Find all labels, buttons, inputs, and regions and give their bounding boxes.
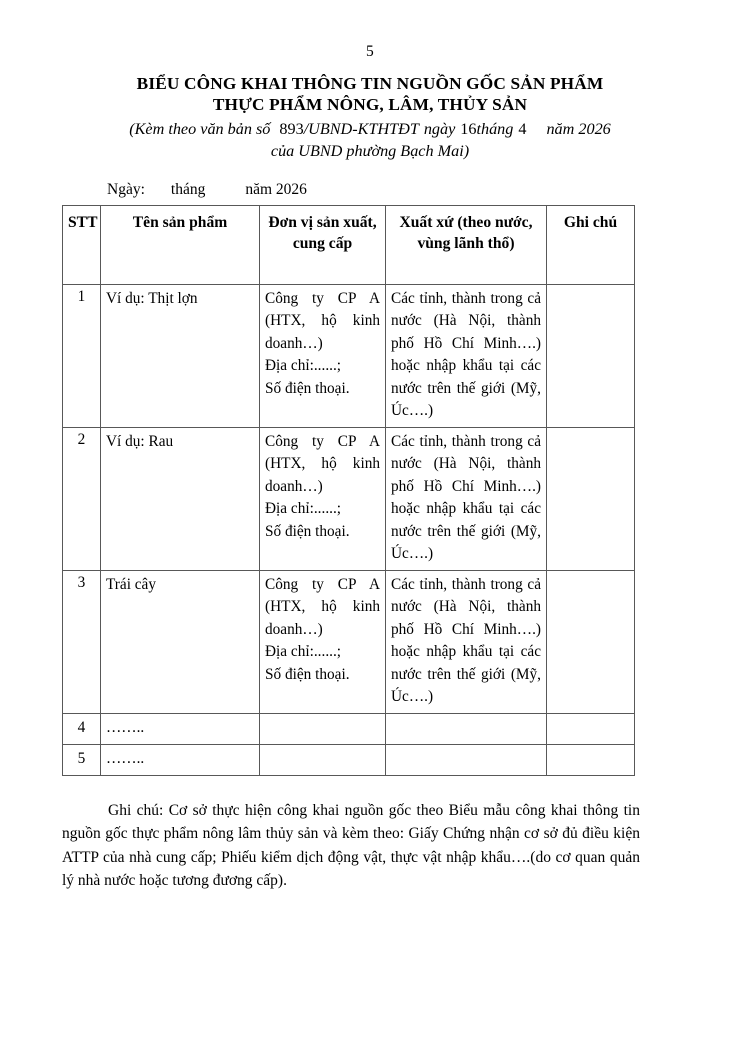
producer-phone: Số điện thoại. xyxy=(265,522,350,540)
document-issuer-line: của UBND phường Bạch Mai) xyxy=(270,141,470,160)
cell-stt: 3 xyxy=(63,570,101,713)
cell-note xyxy=(547,427,635,570)
column-header-origin: Xuất xứ (theo nước, vùng lãnh thổ) xyxy=(386,205,547,284)
cell-producer xyxy=(260,744,386,775)
reference-thang-label: tháng xyxy=(476,119,514,138)
document-reference-line xyxy=(62,118,678,140)
cell-product-name: Trái cây xyxy=(101,570,260,713)
cell-stt: 2 xyxy=(63,427,101,570)
table-row xyxy=(63,427,635,570)
producer-phone: Số điện thoại. xyxy=(265,379,350,397)
document-title-line-2: THỰC PHẨM NÔNG, LÂM, THỦY SẢN xyxy=(212,94,528,114)
reference-ngay-label: ngày xyxy=(423,119,456,138)
cell-origin xyxy=(386,427,547,570)
cell-note xyxy=(547,713,635,744)
column-header-note: Ghi chú xyxy=(547,205,635,284)
table-row xyxy=(63,570,635,713)
document-title-block xyxy=(62,73,678,162)
cell-stt: 5 xyxy=(63,744,101,775)
cell-product-name: …….. xyxy=(101,744,260,775)
cell-origin xyxy=(386,713,547,744)
column-header-stt: STT xyxy=(63,205,101,284)
column-header-producer: Đơn vị sản xuất, cung cấp xyxy=(260,205,386,284)
cell-stt: 1 xyxy=(63,284,101,427)
producer-company: Công ty CP A (HTX, hộ kinh doanh…) xyxy=(265,432,380,495)
cell-product-name: Ví dụ: Thịt lợn xyxy=(101,284,260,427)
producer-address: Địa chỉ:......; xyxy=(265,643,342,660)
reference-year-label: năm 2026 xyxy=(546,119,611,138)
reference-month-value: 4 xyxy=(518,119,527,138)
cell-origin xyxy=(386,570,547,713)
date-nam-label: năm 2026 xyxy=(245,180,307,198)
table-row xyxy=(63,713,635,744)
date-ngay-label: Ngày: xyxy=(107,180,145,198)
origin-text: Các tỉnh, thành trong cả nước (Hà Nội, thành phố Hồ Chí Minh….) hoặc nhập khẩu tại các nước trên thế giới (Mỹ, Úc….) xyxy=(391,575,541,705)
cell-producer xyxy=(260,570,386,713)
product-origin-table xyxy=(62,205,635,776)
cell-origin xyxy=(386,744,547,775)
producer-company: Công ty CP A (HTX, hộ kinh doanh…) xyxy=(265,575,380,638)
cell-note xyxy=(547,744,635,775)
cell-product-name: Ví dụ: Rau xyxy=(101,427,260,570)
cell-note xyxy=(547,284,635,427)
document-title-line-1: BIỂU CÔNG KHAI THÔNG TIN NGUỒN GỐC SẢN PHẨM xyxy=(136,73,604,93)
cell-stt: 4 xyxy=(63,713,101,744)
reference-doc-code: /UBND-KTHTĐT xyxy=(303,119,419,138)
table-row xyxy=(63,284,635,427)
footer-note: Ghi chú: Cơ sở thực hiện công khai nguồn gốc theo Biểu mẫu công khai thông tin nguồn gốc thực phẩm nông lâm thủy sản và kèm theo: Giấy Chứng nhận cơ sở đủ điều kiện ATTP của nhà cung cấp; Phiếu kiểm dịch động vật, thực vật nhập khẩu….(do cơ quan quản lý nhà nước hoặc tương đương cấp). xyxy=(62,801,640,889)
reference-doc-number: 893 xyxy=(279,119,304,138)
producer-address: Địa chỉ:......; xyxy=(265,500,342,517)
origin-text: Các tỉnh, thành trong cả nước (Hà Nội, thành phố Hồ Chí Minh….) hoặc nhập khẩu tại các nước trên thế giới (Mỹ, Úc….) xyxy=(391,289,541,419)
column-header-product-name: Tên sản phẩm xyxy=(101,205,260,284)
date-thang-label: tháng xyxy=(170,180,206,198)
cell-note xyxy=(547,570,635,713)
table-row xyxy=(63,744,635,775)
reference-prefix: (Kèm theo văn bản số xyxy=(129,119,271,138)
origin-text: Các tỉnh, thành trong cả nước (Hà Nội, thành phố Hồ Chí Minh….) hoặc nhập khẩu tại các nước trên thế giới (Mỹ, Úc….) xyxy=(391,432,541,562)
producer-address: Địa chỉ:......; xyxy=(265,357,342,374)
producer-company: Công ty CP A (HTX, hộ kinh doanh…) xyxy=(265,289,380,352)
cell-origin xyxy=(386,284,547,427)
cell-producer xyxy=(260,284,386,427)
reference-day-value: 16 xyxy=(460,119,477,138)
cell-producer xyxy=(260,713,386,744)
table-header-row xyxy=(63,205,635,284)
date-fill-line xyxy=(62,180,678,199)
producer-phone: Số điện thoại. xyxy=(265,665,350,683)
page-number: 5 xyxy=(366,43,374,60)
cell-product-name: …….. xyxy=(101,713,260,744)
cell-producer xyxy=(260,427,386,570)
